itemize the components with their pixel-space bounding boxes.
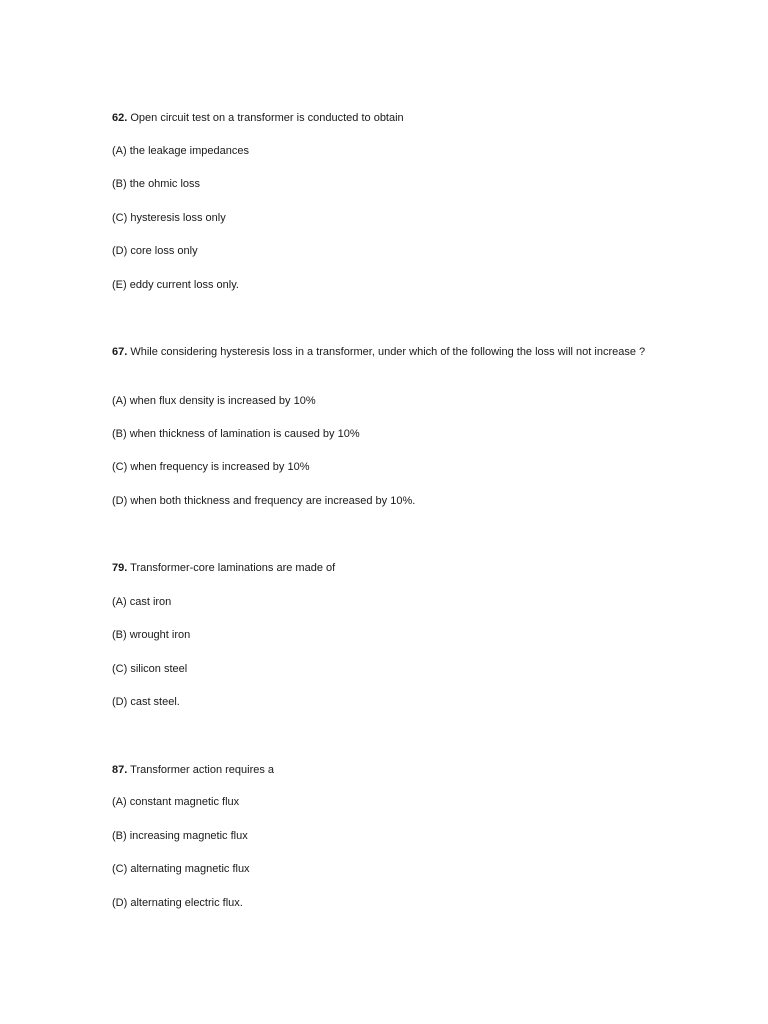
- question-stem: [112, 110, 655, 126]
- option-c: (C) hysteresis loss only: [112, 212, 226, 224]
- question-number: 62.: [112, 112, 128, 124]
- question-87: [112, 762, 655, 778]
- question-67: [112, 344, 655, 360]
- option-c: (C) when frequency is increased by 10%: [112, 461, 310, 473]
- question-stem: [112, 560, 655, 576]
- option-a: (A) the leakage impedances: [112, 145, 249, 157]
- option-c: (C) alternating magnetic flux: [112, 863, 250, 875]
- option-b: (B) wrought iron: [112, 629, 191, 641]
- option-d: (D) when both thickness and frequency are increased by 10%.: [112, 495, 416, 507]
- option-d: (D) core loss only: [112, 245, 198, 257]
- question-79: [112, 560, 655, 576]
- option-b: (B) the ohmic loss: [112, 178, 201, 190]
- option-c: (C) silicon steel: [112, 663, 188, 675]
- option-b: (B) increasing magnetic flux: [112, 830, 248, 842]
- question-text: Open circuit test on a transformer is conducted to obtain: [130, 112, 404, 124]
- option-b: (B) when thickness of lamination is caused by 10%: [112, 428, 360, 440]
- option-a: (A) cast iron: [112, 596, 172, 608]
- option-d: (D) alternating electric flux.: [112, 897, 243, 909]
- question-number: 79.: [112, 562, 128, 574]
- question-text: Transformer-core laminations are made of: [130, 562, 336, 574]
- option-d: (D) cast steel.: [112, 696, 180, 708]
- question-text: Transformer action requires a: [130, 764, 275, 776]
- option-a: (A) when flux density is increased by 10%: [112, 395, 316, 407]
- question-number: 67.: [112, 346, 128, 358]
- question-number: 87.: [112, 764, 128, 776]
- option-a: (A) constant magnetic flux: [112, 796, 240, 808]
- option-e: (E) eddy current loss only.: [112, 279, 239, 291]
- question-stem: [112, 762, 655, 778]
- question-text: While considering hysteresis loss in a transformer, under which of the following the loss will not increase ?: [130, 346, 646, 358]
- question-62: [112, 110, 655, 126]
- question-stem: [112, 344, 655, 360]
